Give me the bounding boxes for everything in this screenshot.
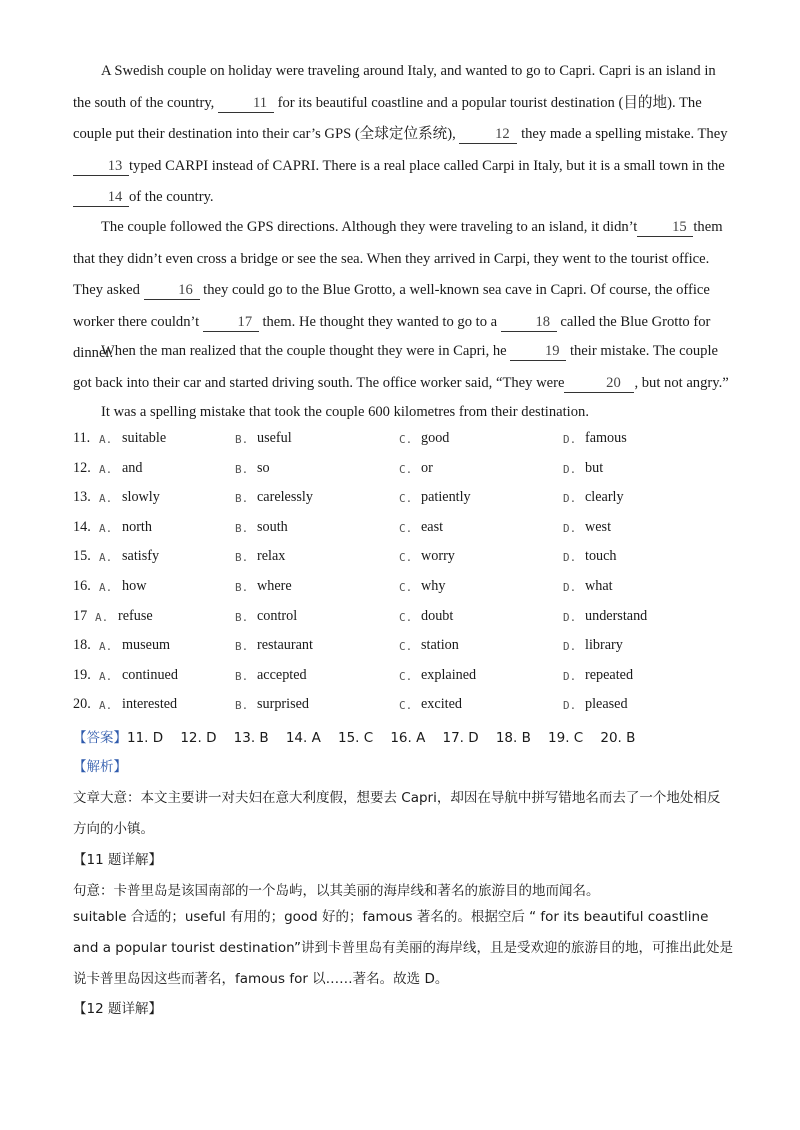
option-row xyxy=(73,489,733,519)
options-list xyxy=(73,430,733,726)
q11-title: 【11 题详解】 xyxy=(73,852,162,868)
q11-meaning: 句意：卡普里岛是该国南部的一个岛屿，以其美丽的海岸线和著名的旅游目的地而闻名。 xyxy=(73,883,600,899)
option-letter: B. xyxy=(235,580,249,594)
passage-text: for its beautiful coastline and a popular tourist destination (目的地). The couple put their destination into their car’s GPS (全球定位系统), xyxy=(73,94,702,142)
option-letter: A. xyxy=(99,492,113,506)
option-d: famous xyxy=(585,430,627,446)
option-letter: A. xyxy=(99,551,113,565)
option-a: interested xyxy=(122,696,178,713)
q12-title: 【12 题详解】 xyxy=(73,1001,162,1017)
option-letter: C. xyxy=(399,492,413,506)
option-c: doubt xyxy=(421,607,454,624)
option-row xyxy=(73,608,733,638)
option-d: touch xyxy=(585,548,617,565)
question-number: 12. xyxy=(73,459,91,476)
option-b: control xyxy=(257,607,298,624)
option-b: restaurant xyxy=(257,637,313,654)
blank-20: 20 xyxy=(564,374,634,393)
option-c: worry xyxy=(421,548,455,565)
option-letter: A. xyxy=(99,462,113,476)
option-d: repeated xyxy=(585,666,634,683)
option-letter: A. xyxy=(99,521,113,535)
option-c: good xyxy=(421,430,450,446)
option-letter: D. xyxy=(563,580,577,594)
option-d: west xyxy=(585,518,612,535)
blank-15: 15 xyxy=(637,218,693,237)
blank-19: 19 xyxy=(510,342,566,361)
blank-11: 11 xyxy=(218,94,274,113)
option-row xyxy=(73,696,733,726)
passage-text: , but not angry.” xyxy=(634,374,729,391)
analysis-label: 【解析】 xyxy=(73,759,127,775)
blank-17: 17 xyxy=(203,313,259,332)
option-letter: C. xyxy=(399,433,413,446)
question-number: 17 xyxy=(73,607,88,624)
answer-line xyxy=(73,726,635,746)
option-letter: B. xyxy=(235,492,249,506)
option-a: museum xyxy=(122,637,171,654)
option-letter: D. xyxy=(563,551,577,565)
passage-text: them. He thought they wanted to go to a xyxy=(258,313,501,330)
passage-paragraph-3 xyxy=(73,336,733,399)
option-c: why xyxy=(421,577,446,594)
option-letter: C. xyxy=(399,521,413,535)
question-number: 20. xyxy=(73,696,91,713)
option-row xyxy=(73,519,733,549)
passage-text: called the Blue Grotto for dinner. xyxy=(73,313,711,361)
option-a: north xyxy=(122,518,152,535)
passage-text: of the country. xyxy=(129,189,214,205)
passage-text: typed CARPI instead of CAPRI. There is a real place called Carpi in Italy, but it is a small town in the xyxy=(129,157,725,174)
answer-label: 【答案】 xyxy=(73,730,127,746)
passage-text: they could go to the Blue Grotto, a well-known sea cave in Capri. Of course, the office worker there couldn’t xyxy=(73,282,710,330)
option-b: where xyxy=(257,577,292,594)
option-b: useful xyxy=(257,430,292,446)
option-letter: B. xyxy=(235,640,249,654)
option-d: understand xyxy=(585,607,648,624)
option-d: clearly xyxy=(585,489,624,506)
option-a: suitable xyxy=(122,430,167,446)
option-b: relax xyxy=(257,548,286,565)
question-number: 18. xyxy=(73,637,91,654)
option-a: and xyxy=(122,459,143,476)
option-letter: D. xyxy=(563,521,577,535)
passage-text: A Swedish couple on holiday were traveling around Italy, and wanted to go to Capri. Capri is an island in the south of the country, xyxy=(73,63,716,111)
option-letter: D. xyxy=(563,462,577,476)
option-letter: B. xyxy=(235,699,249,713)
passage-text: The couple followed the GPS directions. Although they were traveling to an island, it didn’t xyxy=(101,219,638,235)
option-d: but xyxy=(585,459,604,476)
option-c: station xyxy=(421,637,459,654)
option-letter: D. xyxy=(563,433,577,446)
passage-paragraph-4: It was a spelling mistake that took the couple 600 kilometres from their destination. xyxy=(101,404,589,420)
article-summary: 文章大意：本文主要讲一对夫妇在意大利度假，想要去 Capri，却因在导航中拼写错地名而去了一个地处相反方向的小镇。 xyxy=(73,790,721,837)
option-row xyxy=(73,578,733,608)
option-letter: C. xyxy=(399,580,413,594)
passage-text: When the man realized that the couple thought they were in Capri, he xyxy=(101,343,511,359)
question-number: 14. xyxy=(73,518,91,535)
option-d: library xyxy=(585,637,623,654)
option-row xyxy=(73,430,733,460)
option-letter: D. xyxy=(563,699,577,713)
blank-13: 13 xyxy=(73,157,129,176)
option-letter: D. xyxy=(563,669,577,683)
option-b: south xyxy=(257,518,288,535)
passage-paragraph-1 xyxy=(73,56,733,214)
blank-18: 18 xyxy=(501,313,557,332)
answer-keys: 11. D 12. D 13. B 14. A 15. C 16. A 17. D 18. B 19. C 20. B xyxy=(127,730,636,746)
question-number: 15. xyxy=(73,548,91,565)
option-a: refuse xyxy=(118,607,153,624)
blank-14: 14 xyxy=(73,188,129,207)
option-letter: C. xyxy=(399,610,413,624)
option-b: surprised xyxy=(257,696,310,713)
option-letter: A. xyxy=(99,580,113,594)
option-letter: A. xyxy=(99,669,113,683)
option-c: east xyxy=(421,518,444,535)
option-b: accepted xyxy=(257,666,307,683)
option-letter: C. xyxy=(399,462,413,476)
option-letter: A. xyxy=(99,433,113,446)
option-letter: B. xyxy=(235,551,249,565)
option-a: continued xyxy=(122,666,178,683)
question-number: 16. xyxy=(73,577,91,594)
question-number: 19. xyxy=(73,666,91,683)
option-b: carelessly xyxy=(257,489,313,506)
option-row xyxy=(73,637,733,667)
option-letter: C. xyxy=(399,551,413,565)
option-a: how xyxy=(122,577,147,594)
option-c: patiently xyxy=(421,489,471,506)
option-row xyxy=(73,460,733,490)
option-row xyxy=(73,548,733,578)
option-letter: A. xyxy=(95,610,109,624)
blank-12: 12 xyxy=(459,125,517,144)
option-d: pleased xyxy=(585,696,628,713)
option-c: excited xyxy=(421,696,462,713)
passage-text: them that they didn’t even cross a bridge or see the sea. When they arrived in Carpi, they went to the tourist office. They asked xyxy=(73,219,723,298)
option-letter: B. xyxy=(235,669,249,683)
option-letter: D. xyxy=(563,492,577,506)
question-number: 13. xyxy=(73,489,91,506)
option-a: slowly xyxy=(122,489,160,506)
blank-16: 16 xyxy=(144,281,200,300)
passage-text: their mistake. The couple got back into their car and started driving south. The office worker said, “They were xyxy=(73,343,718,391)
option-c: or xyxy=(421,459,433,476)
question-number: 11. xyxy=(73,430,91,446)
option-b: so xyxy=(257,459,270,476)
option-letter: B. xyxy=(235,462,249,476)
option-d: what xyxy=(585,577,613,594)
option-letter: A. xyxy=(99,640,113,654)
option-a: satisfy xyxy=(122,548,160,565)
passage-text: they made a spelling mistake. They xyxy=(517,126,728,142)
option-letter: C. xyxy=(399,699,413,713)
option-letter: A. xyxy=(99,699,113,713)
option-letter: B. xyxy=(235,521,249,535)
option-letter: C. xyxy=(399,640,413,654)
option-letter: D. xyxy=(563,640,577,654)
option-letter: B. xyxy=(235,610,249,624)
option-row xyxy=(73,667,733,697)
q11-detail: suitable 合适的；useful 有用的；good 好的；famous 著名的。根据空后 “ for its beautiful coastline and a popular tourist destination”讲到卡普里岛有美丽的海岸线，且是受欢迎的旅游目的地，可推出此处是说卡普里岛因这些而著名，famous for 以……著名。故选 D。 xyxy=(73,909,733,987)
option-letter: D. xyxy=(563,610,577,624)
option-c: explained xyxy=(421,666,477,683)
option-letter: B. xyxy=(235,433,249,446)
option-letter: C. xyxy=(399,669,413,683)
